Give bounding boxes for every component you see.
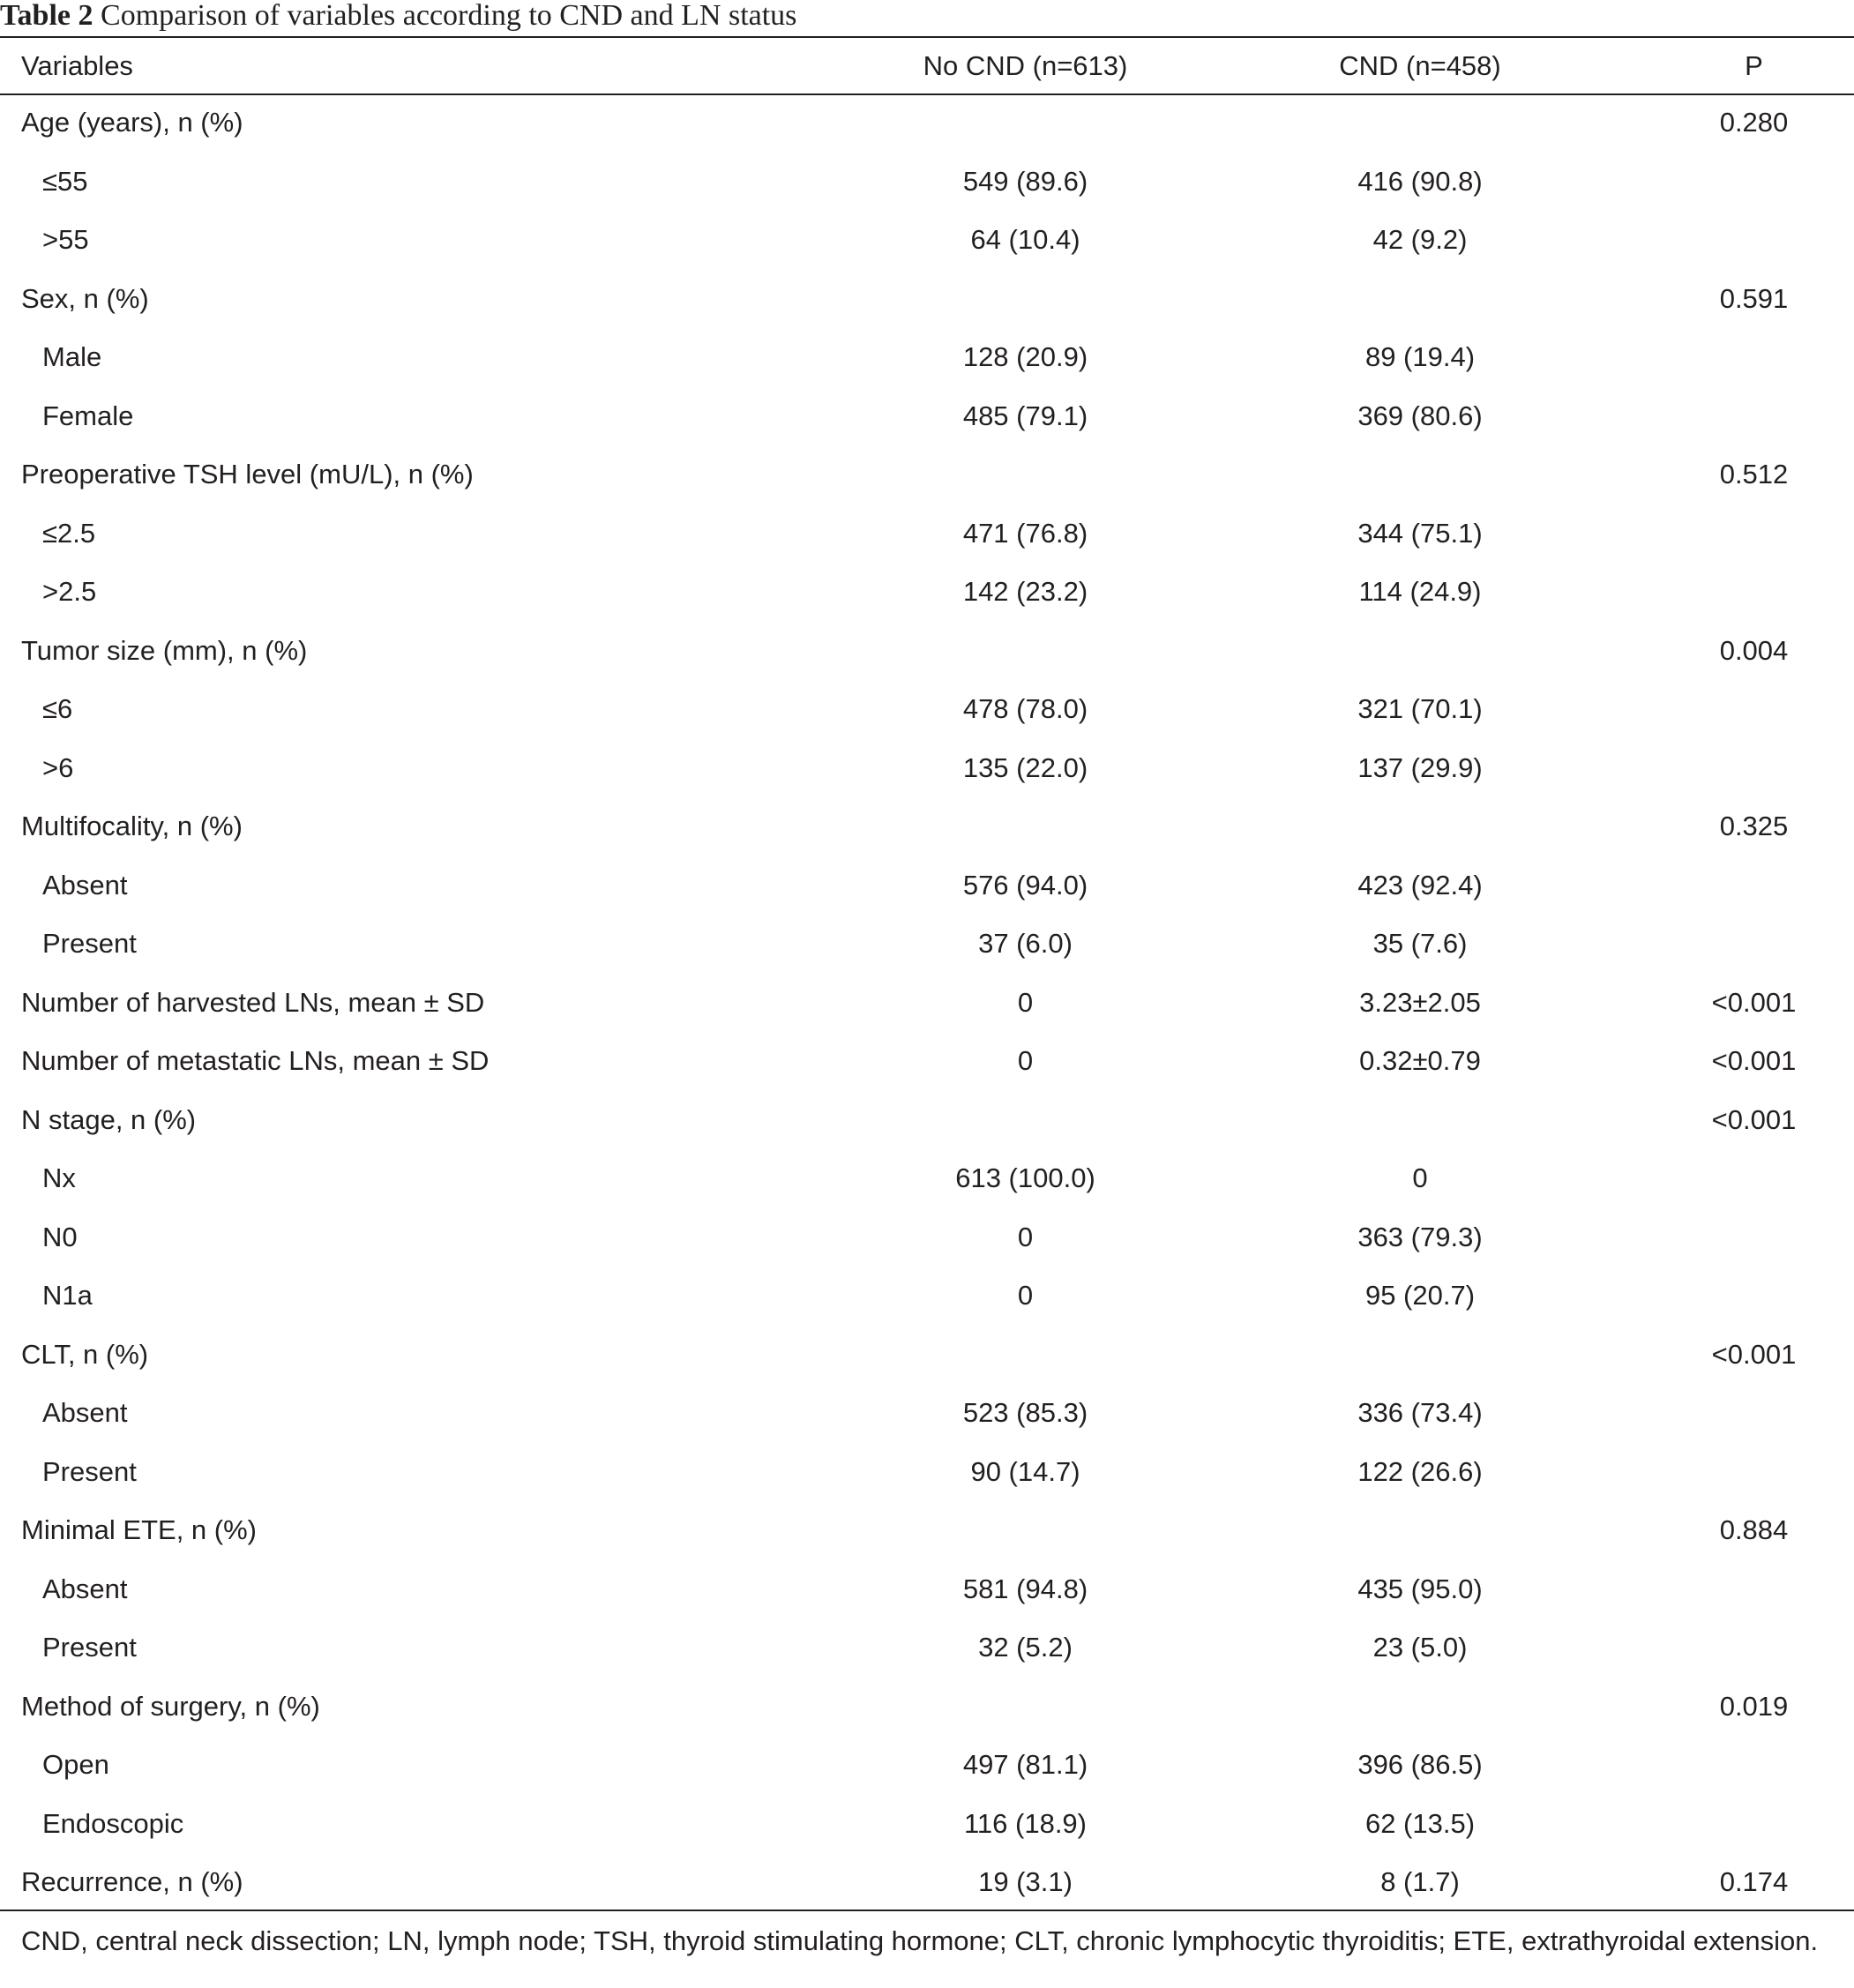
cell-no-cnd xyxy=(864,622,1186,681)
row-label: ≤6 xyxy=(42,693,73,725)
row-label: Multifocality, n (%) xyxy=(21,811,243,842)
cell-no-cnd: 37 (6.0) xyxy=(978,928,1073,960)
cell-p-value xyxy=(1654,1618,1854,1678)
cell-p-value: <0.001 xyxy=(1711,1103,1797,1135)
cell-p-value xyxy=(1654,1384,1854,1443)
cell-no-cnd: 90 (14.7) xyxy=(970,1455,1080,1487)
cell-p-value xyxy=(1654,856,1854,916)
cell-p-value: 0.004 xyxy=(1719,634,1789,666)
table-row xyxy=(0,1560,1854,1619)
cell-no-cnd: 128 (20.9) xyxy=(962,341,1088,373)
cell-cnd: 369 (80.6) xyxy=(1357,400,1483,431)
cell-no-cnd: 116 (18.9) xyxy=(963,1807,1087,1839)
cell-p-value: 0.174 xyxy=(1719,1866,1789,1898)
row-label: Nx xyxy=(42,1162,76,1194)
cell-p-value xyxy=(1654,563,1854,622)
row-label: Sex, n (%) xyxy=(21,282,149,314)
table-row xyxy=(0,1267,1854,1326)
cell-p-value: 0.512 xyxy=(1719,459,1789,490)
cell-no-cnd: 485 (79.1) xyxy=(962,400,1088,431)
table-row xyxy=(0,563,1854,622)
cell-p-value xyxy=(1654,153,1854,212)
cell-cnd: 416 (90.8) xyxy=(1357,165,1483,197)
row-label: Absent xyxy=(42,1397,128,1429)
cell-p-value xyxy=(1654,504,1854,564)
table-row xyxy=(0,1208,1854,1267)
cell-cnd xyxy=(1186,797,1654,856)
cell-no-cnd: 0 xyxy=(1017,986,1034,1018)
row-label: Minimal ETE, n (%) xyxy=(21,1514,257,1546)
cell-cnd: 62 (13.5) xyxy=(1364,1807,1476,1839)
cell-cnd: 0 xyxy=(1412,1162,1428,1194)
table-row xyxy=(0,1443,1854,1502)
row-label: CLT, n (%) xyxy=(21,1338,149,1370)
cell-p-value: 0.019 xyxy=(1719,1690,1789,1722)
cell-no-cnd xyxy=(864,1091,1186,1150)
cell-no-cnd: 576 (94.0) xyxy=(962,869,1088,901)
table-row xyxy=(0,739,1854,798)
cell-p-value xyxy=(1654,680,1854,739)
cell-cnd: 321 (70.1) xyxy=(1357,693,1483,725)
table-row xyxy=(0,1618,1854,1678)
cell-p-value: <0.001 xyxy=(1711,986,1797,1018)
cell-cnd: 396 (86.5) xyxy=(1357,1749,1483,1781)
cell-p-value xyxy=(1654,1208,1854,1267)
table-row xyxy=(0,1032,1854,1091)
table-caption-text: Comparison of variables according to CND and LN status xyxy=(101,0,797,32)
cell-p-value xyxy=(1654,1736,1854,1795)
cell-no-cnd: 581 (94.8) xyxy=(962,1573,1088,1604)
cell-no-cnd xyxy=(864,93,1186,153)
row-label: Tumor size (mm), n (%) xyxy=(21,634,308,666)
cell-p-value: 0.280 xyxy=(1719,107,1789,138)
cell-cnd xyxy=(1186,1091,1654,1150)
row-label: N0 xyxy=(42,1221,78,1252)
table-row xyxy=(0,1091,1854,1150)
table-row xyxy=(0,974,1854,1033)
cell-cnd: 0.32±0.79 xyxy=(1359,1045,1481,1077)
cell-no-cnd xyxy=(864,1678,1186,1737)
table-row xyxy=(0,680,1854,739)
row-label: ≤55 xyxy=(42,165,88,197)
table-row xyxy=(0,856,1854,916)
table-row xyxy=(0,211,1854,270)
table-row xyxy=(0,1678,1854,1737)
header-p: P xyxy=(1745,49,1763,81)
table-row xyxy=(0,504,1854,564)
table-row xyxy=(0,1795,1854,1854)
cell-no-cnd: 478 (78.0) xyxy=(962,693,1088,725)
cell-p-value xyxy=(1654,328,1854,387)
row-label: Present xyxy=(42,1632,137,1663)
row-label: Present xyxy=(42,1455,137,1487)
cell-p-value xyxy=(1654,1443,1854,1502)
row-label: Preoperative TSH level (mU/L), n (%) xyxy=(21,459,474,490)
cell-p-value: <0.001 xyxy=(1711,1045,1797,1077)
row-label: N stage, n (%) xyxy=(21,1103,197,1135)
row-label: Female xyxy=(42,400,134,431)
table-row xyxy=(0,1853,1854,1912)
row-label: ≤2.5 xyxy=(42,517,96,549)
table-row xyxy=(0,622,1854,681)
table-row xyxy=(0,153,1854,212)
cell-cnd xyxy=(1186,1501,1654,1560)
cell-cnd: 35 (7.6) xyxy=(1372,928,1468,960)
cell-p-value: 0.325 xyxy=(1719,811,1789,842)
row-label: Present xyxy=(42,928,137,960)
cell-no-cnd xyxy=(864,445,1186,504)
cell-no-cnd: 142 (23.2) xyxy=(962,576,1088,608)
cell-no-cnd: 135 (22.0) xyxy=(962,751,1088,783)
cell-cnd: 3.23±2.05 xyxy=(1359,986,1481,1018)
row-label: >55 xyxy=(42,224,89,256)
table-row xyxy=(0,1326,1854,1385)
row-label: Absent xyxy=(42,1573,128,1604)
comparison-table xyxy=(0,38,1854,1912)
row-label: Number of metastatic LNs, mean ± SD xyxy=(21,1045,490,1077)
cell-p-value: 0.884 xyxy=(1719,1514,1789,1546)
table-row xyxy=(0,1384,1854,1443)
row-label: Endoscopic xyxy=(42,1807,184,1839)
cell-cnd xyxy=(1186,445,1654,504)
table-row xyxy=(0,915,1854,974)
cell-no-cnd xyxy=(864,1501,1186,1560)
cell-p-value: <0.001 xyxy=(1711,1338,1797,1370)
row-label: Open xyxy=(42,1749,109,1781)
cell-cnd: 423 (92.4) xyxy=(1357,869,1483,901)
row-label: Recurrence, n (%) xyxy=(21,1866,243,1898)
cell-no-cnd xyxy=(864,797,1186,856)
table-caption xyxy=(0,0,796,35)
cell-p-value xyxy=(1654,915,1854,974)
cell-cnd: 344 (75.1) xyxy=(1357,517,1483,549)
cell-p-value: 0.591 xyxy=(1719,282,1789,314)
table-caption-label: Table 2 xyxy=(0,0,93,32)
cell-p-value xyxy=(1654,1267,1854,1326)
cell-p-value xyxy=(1654,739,1854,798)
cell-p-value xyxy=(1654,1560,1854,1619)
cell-no-cnd: 32 (5.2) xyxy=(978,1632,1073,1663)
table-row xyxy=(0,328,1854,387)
cell-no-cnd: 471 (76.8) xyxy=(962,517,1088,549)
table-header-row xyxy=(0,38,1854,93)
header-no-cnd: No CND (n=613) xyxy=(923,49,1128,81)
cell-no-cnd xyxy=(864,1326,1186,1385)
cell-cnd xyxy=(1186,1678,1654,1737)
cell-cnd: 42 (9.2) xyxy=(1372,224,1468,256)
cell-cnd: 23 (5.0) xyxy=(1372,1632,1468,1663)
table-row xyxy=(0,387,1854,446)
header-cnd: CND (n=458) xyxy=(1339,49,1501,81)
cell-no-cnd: 64 (10.4) xyxy=(970,224,1080,256)
cell-cnd: 114 (24.9) xyxy=(1358,576,1482,608)
cell-cnd: 122 (26.6) xyxy=(1357,1455,1483,1487)
cell-no-cnd: 523 (85.3) xyxy=(962,1397,1088,1429)
row-label: Age (years), n (%) xyxy=(21,107,243,138)
cell-cnd: 95 (20.7) xyxy=(1364,1280,1476,1312)
cell-cnd: 336 (73.4) xyxy=(1357,1397,1483,1429)
cell-p-value xyxy=(1654,211,1854,270)
table-row xyxy=(0,93,1854,153)
cell-cnd: 363 (79.3) xyxy=(1357,1221,1483,1252)
cell-no-cnd: 497 (81.1) xyxy=(962,1749,1088,1781)
cell-no-cnd: 0 xyxy=(1017,1280,1034,1312)
row-label: N1a xyxy=(42,1280,93,1312)
cell-p-value xyxy=(1654,1795,1854,1854)
table-row xyxy=(0,797,1854,856)
table-row xyxy=(0,270,1854,329)
table-body xyxy=(0,93,1854,1912)
table-row xyxy=(0,445,1854,504)
cell-cnd xyxy=(1186,270,1654,329)
cell-cnd: 8 (1.7) xyxy=(1380,1866,1460,1898)
table-footnote: CND, central neck dissection; LN, lymph node; TSH, thyroid stimulating hormone; CLT, chronic lymphocytic thyroiditis; ETE, extrathyroidal extension. xyxy=(21,1925,1819,1956)
row-label: Male xyxy=(42,341,102,373)
cell-p-value xyxy=(1654,387,1854,446)
cell-cnd xyxy=(1186,622,1654,681)
cell-no-cnd: 0 xyxy=(1017,1045,1034,1077)
cell-no-cnd: 613 (100.0) xyxy=(955,1162,1095,1194)
row-label: Absent xyxy=(42,869,128,901)
row-label: Number of harvested LNs, mean ± SD xyxy=(21,986,485,1018)
table-row xyxy=(0,1501,1854,1560)
table-row xyxy=(0,1736,1854,1795)
cell-no-cnd: 0 xyxy=(1017,1221,1034,1252)
row-label: Method of surgery, n (%) xyxy=(21,1690,320,1722)
row-label: >6 xyxy=(42,751,74,783)
row-label: >2.5 xyxy=(42,576,97,608)
cell-cnd: 435 (95.0) xyxy=(1357,1573,1483,1604)
cell-cnd xyxy=(1186,93,1654,153)
cell-no-cnd: 549 (89.6) xyxy=(962,165,1088,197)
cell-cnd: 137 (29.9) xyxy=(1357,751,1483,783)
cell-cnd xyxy=(1186,1326,1654,1385)
cell-p-value xyxy=(1654,1149,1854,1208)
table-row xyxy=(0,1149,1854,1208)
cell-cnd: 89 (19.4) xyxy=(1364,341,1476,373)
header-variables: Variables xyxy=(21,49,133,81)
cell-no-cnd xyxy=(864,270,1186,329)
cell-no-cnd: 19 (3.1) xyxy=(978,1866,1073,1898)
